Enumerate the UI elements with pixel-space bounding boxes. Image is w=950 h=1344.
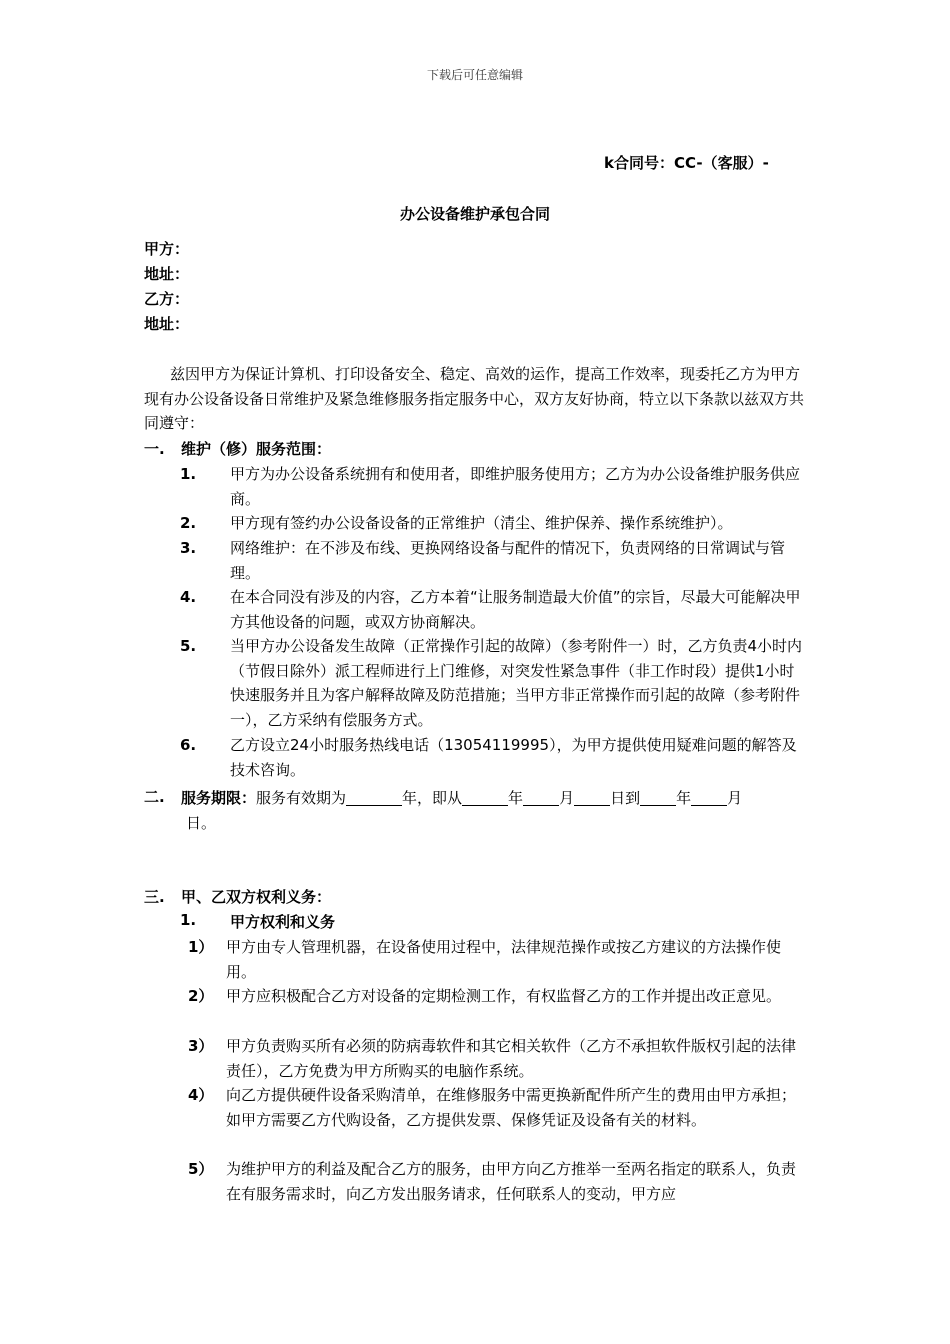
- item-number: 6.: [180, 736, 197, 754]
- party-b-address-label: 地址：: [144, 315, 190, 333]
- item-text: 甲方由专人管理机器，在设备使用过程中，法律规范操作或按乙方建议的方法操作使用。: [226, 938, 782, 981]
- term-tail: 日。: [186, 814, 217, 832]
- item-number: 3）: [188, 1037, 214, 1055]
- term-text: 月: [559, 789, 575, 807]
- item-number: 2）: [188, 987, 214, 1005]
- contract-number: k合同号：CC-（客服）-: [604, 154, 769, 172]
- section-number: 二.: [144, 788, 165, 806]
- item-text: 甲方应积极配合乙方对设备的定期检测工作，有权监督乙方的工作并提出改正意见。: [226, 987, 782, 1005]
- section-title: 服务期限：: [181, 789, 257, 807]
- term-text: 月: [727, 789, 743, 807]
- party-a-label: 甲方：: [144, 240, 190, 258]
- term-text: 年: [676, 789, 692, 807]
- item-number: 1.: [180, 465, 197, 483]
- end-year-blank: [640, 789, 676, 806]
- item-text: 网络维护：在不涉及布线、更换网络设备与配件的情况下，负责网络的日常调试与管理。: [230, 539, 786, 582]
- item-text: 当甲方办公设备发生故障（正常操作引起的故障）（参考附件一）时，乙方负责4小时内（节假日除外）派工程师进行上门维修，对突发性紧急事件（非工作时段）提供1小时快速服务并且为客户解释故障及防范措施；当甲方非正常操作而引起的故障（参考附件一），乙方采纳有偿服务方式。: [230, 637, 803, 729]
- item-number: 5）: [188, 1160, 214, 1178]
- subsection-title: 甲方权利和义务: [230, 913, 336, 931]
- term-text: 日到: [610, 789, 641, 807]
- item-number: 2.: [180, 514, 197, 532]
- item-text: 甲方负责购买所有必须的防病毒软件和其它相关软件（乙方不承担软件版权引起的法律责任），乙方免费为甲方所购买的电脑作系统。: [226, 1037, 797, 1080]
- start-year-blank: [462, 789, 508, 806]
- intro-paragraph: 兹因甲方为保证计算机、打印设备安全、稳定、高效的运作，提高工作效率，现委托乙方为甲方现有办公设备设备日常维护及紧急维修服务指定服务中心，双方友好协商，特立以下条款以兹双方共同遵守：: [144, 365, 805, 433]
- section-title: 维护（修）服务范围：: [181, 440, 332, 458]
- item-number: 5.: [180, 637, 197, 655]
- start-day-blank: [574, 789, 610, 806]
- party-a-address-label: 地址：: [144, 265, 190, 283]
- section-number: 一.: [144, 440, 165, 458]
- end-month-blank: [691, 789, 727, 806]
- start-month-blank: [523, 789, 559, 806]
- subsection-number: 1.: [180, 911, 197, 929]
- item-text: 甲方现有签约办公设备设备的正常维护（清尘、维护保养、操作系统维护）。: [230, 514, 733, 532]
- term-text: 年: [508, 789, 524, 807]
- section-title: 甲、乙双方权利义务：: [181, 888, 332, 906]
- item-text: 在本合同没有涉及的内容，乙方本着“让服务制造最大价值”的宗旨，尽最大可能解决甲方其他设备的问题，或双方协商解决。: [230, 588, 801, 631]
- item-text: 甲方为办公设备系统拥有和使用者，即维护服务使用方；乙方为办公设备维护服务供应商。: [230, 465, 801, 508]
- item-number: 3.: [180, 539, 197, 557]
- item-number: 4.: [180, 588, 197, 606]
- item-number: 4）: [188, 1086, 214, 1104]
- section-number: 三.: [144, 888, 165, 906]
- term-years-blank: [346, 789, 402, 806]
- term-text: 服务有效期为: [256, 789, 347, 807]
- party-b-label: 乙方：: [144, 290, 190, 308]
- section-2: [144, 786, 806, 836]
- document-title: 办公设备维护承包合同: [399, 205, 550, 223]
- item-number: 1）: [188, 938, 214, 956]
- item-text: 乙方设立24小时服务热线电话（13054119995），为甲方提供使用疑难问题的解答及技术咨询。: [230, 736, 797, 779]
- item-text: 为维护甲方的利益及配合乙方的服务，由甲方向乙方推举一至两名指定的联系人，负责在有服务需求时，向乙方发出服务请求，任何联系人的变动，甲方应: [226, 1160, 797, 1203]
- header-note: 下载后可任意编辑: [426, 68, 523, 82]
- term-text: 年，即从: [402, 789, 463, 807]
- item-text: 向乙方提供硬件设备采购清单，在维修服务中需更换新配件所产生的费用由甲方承担；如甲方需要乙方代购设备，乙方提供发票、保修凭证及设备有关的材料。: [226, 1086, 797, 1129]
